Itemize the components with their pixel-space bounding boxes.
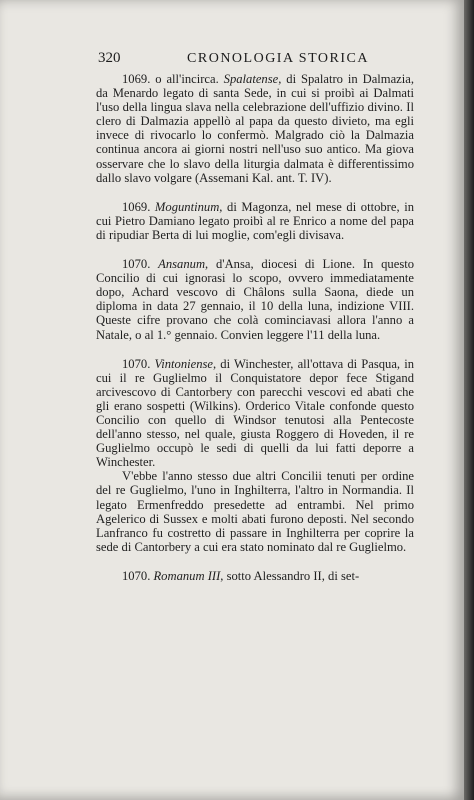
council-title: Ansanum [158, 257, 206, 272]
entry-body: , di Spalatro in Dalmazia, da Menardo legato di santa Sede, in cui si proibì ai Dalmati l'uso della lingua slava nella celebrazione dell'uffizio divino. Il clero di Dalmazia appellò al papa da questo divieto, ma egli invece di rivocarlo lo confermò. Malgrado ciò la Dalmazia continua ancora ai giorni nostri nell'uso suo antico. Ma giova osservare che lo slavo della liturgia dalmata è differentissimo dallo slavo volgare (Assemani Kal. ant. T. IV). [96, 72, 415, 185]
body-text [96, 72, 414, 583]
entry-vintoniense [96, 357, 414, 470]
council-title: Spalatense [223, 72, 279, 86]
council-title: Moguntinum [154, 199, 220, 214]
page-header [98, 50, 412, 70]
entry-body: , di Magonza, nel mese di ottobre, in cui Pietro Damiano legato proibì al re Enrico a nome del papa di ripudiar Berta di lui moglie, com'egli divisava. [96, 199, 414, 242]
entry-date: 1069. o all'incirca. [122, 72, 224, 86]
entry-body: , di Winchester, all'ottava di Pasqua, in cui il re Guglielmo il Conquistatore depor fece Stigand arcivescovo di Cantorbery con parecchi vescovi ed abati che gli erano sospetti (Wilkins). Orderico Vitale confonde questo Concilio con quello di Windsor tenutosi alla Pentecoste dell'anno stesso, nel quale, giusta Roggero di Hoveden, il re Guglielmo occupò le sedi di quelli da lui fatti deporre a Winchester. [96, 356, 415, 470]
entry-date: 1069. [122, 199, 155, 214]
running-title: CRONOLOGIA STORICA [187, 51, 369, 66]
book-spine-shadow [464, 0, 474, 800]
entry-date: 1070. [122, 257, 159, 272]
entry-ansanum [96, 257, 414, 342]
entry-body: , d'Ansa, diocesi di Lione. In questo Concilio di cui ignorasi lo scopo, ovvero immediatamente dopo, Achard vescovo di Châlons sulla Saona, diede un diploma in data 27 gennaio, il 10 della luna, indizione VIII. Queste cifre provano che colà cominciavasi allora l'anno a Natale, o al 1.° gennaio. Convien leggere l'11 della luna. [96, 257, 415, 342]
entry-continuation: V'ebbe l'anno stesso due altri Concilii tenuti per ordine del re Guglielmo, l'uno in Inghilterra, l'altro in Normandia. Il legato Ermenfreddo presedette ad entrambi. Nel primo Agelerico di Sussex e molti abati furono deposti. Nel secondo Lanfranco fu costretto di passare in Inghilterra per coprire la sede di Cantorbery a cui era stato nominato dal re Guglielmo. [96, 469, 414, 554]
entry-spalatense [96, 72, 414, 185]
entry-date: 1070. [122, 568, 154, 583]
council-title: Vintoniense [154, 356, 213, 371]
entry-moguntinum [96, 200, 414, 242]
entry-romanum-iii [96, 569, 414, 583]
page-number: 320 [98, 50, 121, 66]
entry-date: 1070. [122, 356, 155, 371]
entry-body: , sotto Alessandro II, di set- [220, 568, 360, 583]
council-title: Romanum III [153, 568, 221, 583]
